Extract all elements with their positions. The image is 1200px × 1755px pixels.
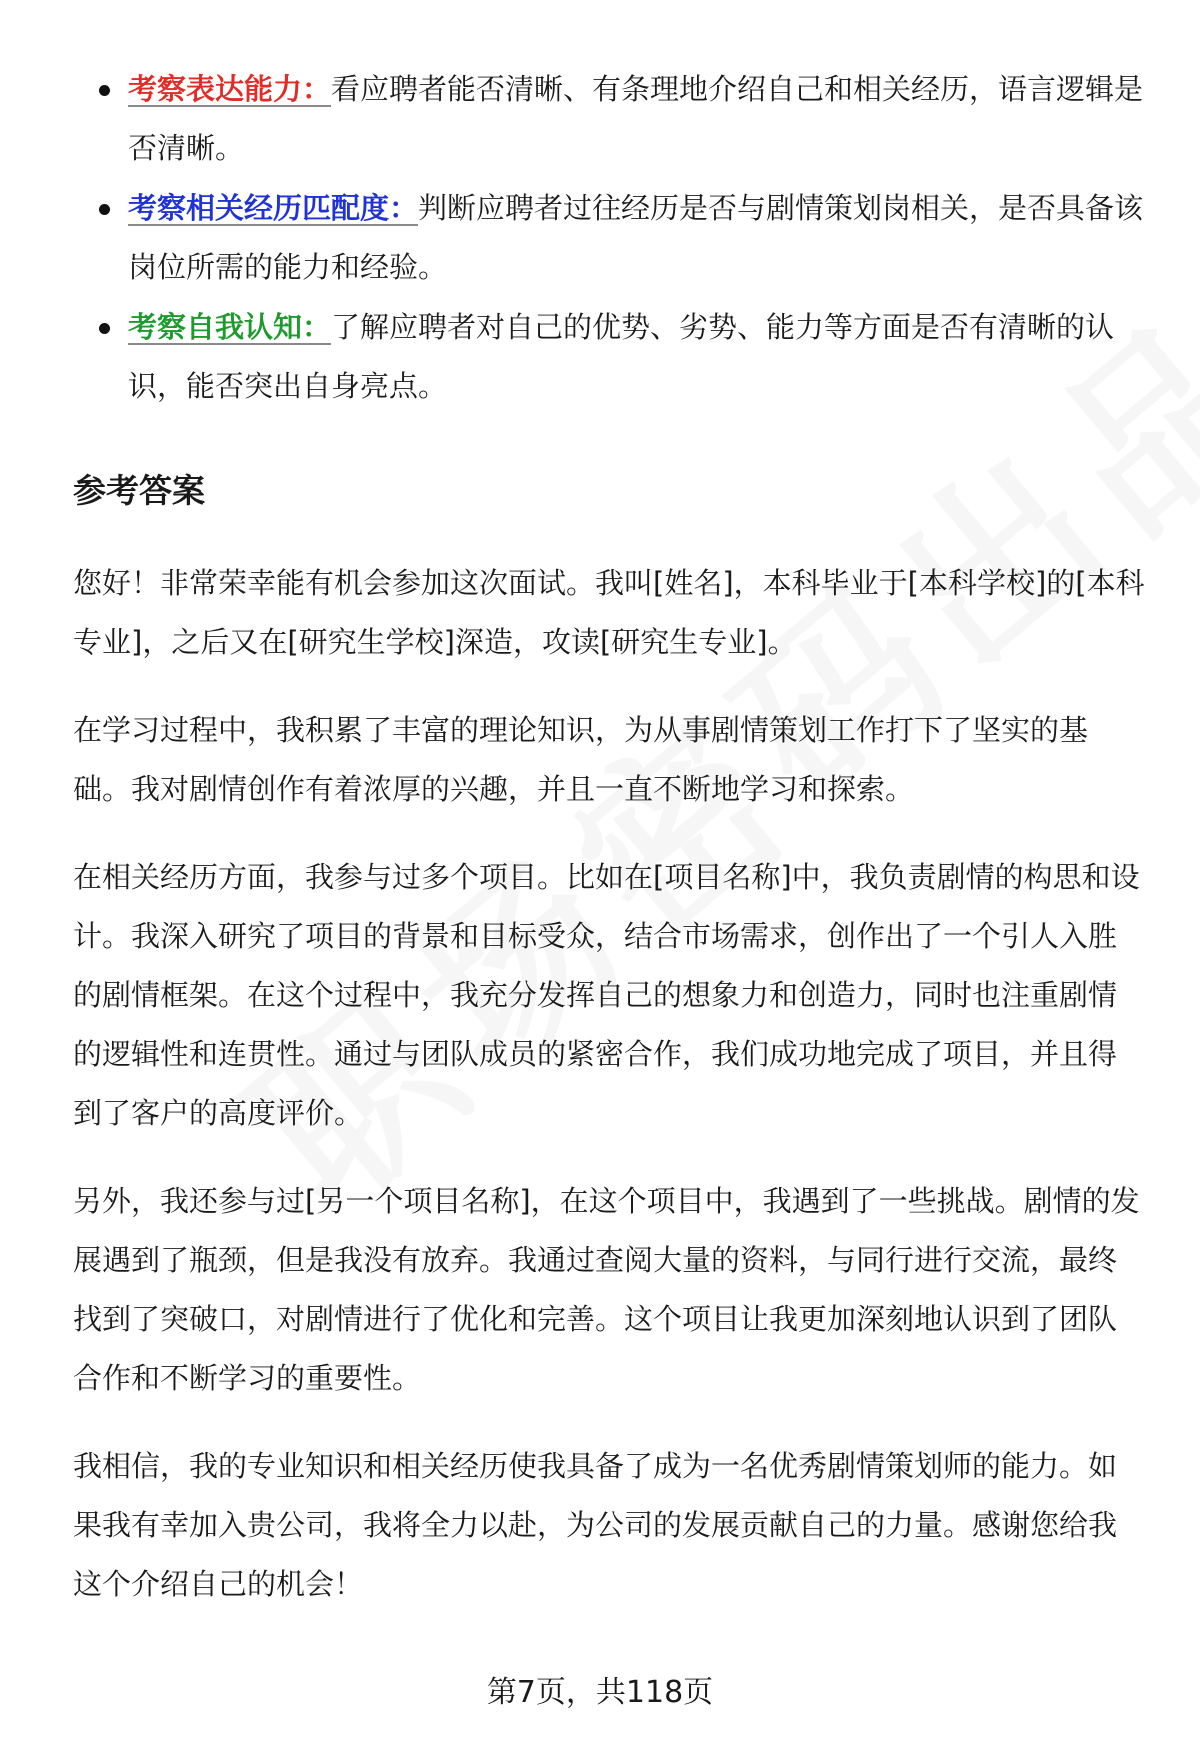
bullet-dot-icon bbox=[99, 323, 110, 334]
criteria-text: 看应聘者能否清晰、有条理地介绍自己和相关经历，语言逻辑是否清晰。 bbox=[128, 72, 1144, 165]
criteria-text: 了解应聘者对自己的优势、劣势、能力等方面是否有清晰的认识，能否突出自身亮点。 bbox=[128, 310, 1115, 403]
criteria-keyword: 考察表达能力： bbox=[128, 72, 332, 106]
list-item bbox=[73, 179, 1145, 297]
bullet-dot-icon bbox=[99, 204, 110, 215]
criteria-keyword: 考察相关经历匹配度： bbox=[128, 191, 419, 225]
bullet-dot-icon bbox=[99, 85, 110, 96]
evaluation-criteria-list bbox=[73, 60, 1145, 416]
list-item bbox=[73, 60, 1145, 178]
document-body bbox=[73, 60, 1145, 1643]
criteria-keyword: 考察自我认知： bbox=[128, 310, 332, 344]
list-item bbox=[73, 298, 1145, 416]
section-title: 参考答案 bbox=[73, 471, 205, 510]
criteria-text: 判断应聘者过往经历是否与剧情策划岗相关，是否具备该岗位所需的能力和经验。 bbox=[128, 191, 1144, 284]
page-number: 第7页，共118页 bbox=[486, 1675, 714, 1710]
answer-paragraph: 另外，我还参与过[另一个项目名称]，在这个项目中，我遇到了一些挑战。剧情的发展遇到了瓶颈，但是我没有放弃。我通过查阅大量的资料，与同行进行交流，最终找到了突破口，对剧情进行了优化和完善。这个项目让我更加深刻地认识到了团队合作和不断学习的重要性。 bbox=[73, 1184, 1140, 1395]
answer-paragraph: 您好！非常荣幸能有机会参加这次面试。我叫[姓名]，本科毕业于[本科学校]的[本科专业]，之后又在[研究生学校]深造，攻读[研究生专业]。 bbox=[73, 566, 1145, 659]
answer-paragraph: 我相信，我的专业知识和相关经历使我具备了成为一名优秀剧情策划师的能力。如果我有幸加入贵公司，我将全力以赴，为公司的发展贡献自己的力量。感谢您给我这个介绍自己的机会！ bbox=[73, 1449, 1118, 1601]
answer-paragraph: 在相关经历方面，我参与过多个项目。比如在[项目名称]中，我负责剧情的构思和设计。我深入研究了项目的背景和目标受众，结合市场需求，创作出了一个引人入胜的剧情框架。在这个过程中，我充分发挥自己的想象力和创造力，同时也注重剧情的逻辑性和连贯性。通过与团队成员的紧密合作，我们成功地完成了项目，并且得到了客户的高度评价。 bbox=[73, 860, 1140, 1130]
answer-paragraph: 在学习过程中，我积累了丰富的理论知识，为从事剧情策划工作打下了坚实的基础。我对剧情创作有着浓厚的兴趣，并且一直不断地学习和探索。 bbox=[73, 713, 1089, 806]
